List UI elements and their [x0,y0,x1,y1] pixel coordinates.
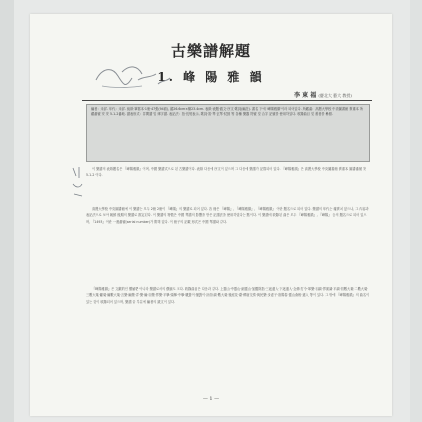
author-affiliation: (慶北大 藝大 教授) [318,93,352,98]
paragraph: 『峰陽雅韻』은 文獻的인 價値뿐 아니라 樂譜로서의 價値도 크다. 收錄曲目은 다음과 같다. 上靈山·中靈山·細靈山·加羅除指·三絃還入·下絃還入·念佛·打令·軍樂·羽調·界面調·平調·初數大葉·二數大葉·三數大葉·蘿葉·編數大葉·言樂·編樂·弄·樂·編·羽樂·界樂·平擧·頭擧·中擧·騷聳이·搔聳이·計面·調·數大葉·後庭花·臺·鄕唐交奏·與民樂·步虛子·洛陽春·靈山會相·還入 等이 있다. 그 밖에 『峰陽雅韻』의 曲名이 있는 것이 收錄되어 있으며, 樂譜 끝 부분에 編者의 跋文이 있다. [86,287,370,304]
background-right-strip [410,0,422,422]
paragraph: 高麗大學校 中央圖書館에 이 樂譜는 모두 2冊 2冊이 『峰陽』의 樂譜로 되어 있다. 各 冊은 『峰陽』, 『峰陽雅韻』, 『峰陽雅韻』 이란 題名으로 되어 있다. 樂譜의 年代는 確實치 않으나, 그 內容과 表記法으로 보아 朝鮮 後期의 樂譜로 推定된다. 이 樂譜의 特徵은 中國 琴譜의 影響을 받은 記譜法을 使用하였다는 點이다. 이 樂譜에 收錄된 曲은 모두 『峰陽雅韻』, 『峰陽』 등의 題名으로 되어 있으며, 『1493』이란 一連番號(serial number)가 附해 있다. 이 冊子의 記載 形式은 中國 琴譜와 같다. [86,207,369,224]
section-title: 1. 峰 陽 雅 韻 [157,70,265,84]
paragraph-block-2 [86,206,370,282]
author-line [294,90,352,99]
author-name: 李 東 福 [294,92,317,99]
paragraph: 이 樂譜의 表紙題名은 『峰陽雅韻』이며, 中國 樂譜式으로 된 古樂譜이다. 表紙 다음에 序文이 있으며 그 다음에 樂譜가 記寫되어 있다. 『峰陽雅韻』은 高麗大學校 中央圖書館 貴重本 圖書番號 安 5-1-2 이다. [86,167,367,178]
summary-box [86,104,370,162]
page-title: 古樂譜解題 [170,42,251,60]
top-rule [82,100,372,101]
background-left-strip [0,0,14,422]
page-number: — 1 — [202,396,220,402]
document-page [30,14,392,416]
paragraph-block-3 [86,286,370,398]
margin-annotation [70,164,86,204]
summary-text: 編者：未詳. 年代：未詳. 純紙·筆寫本·1冊·47張(94面), 縱26.6cm×橫23.4cm. 表紙·表題·跋文·序文·歌詞(編註). 書名 下에 '峰陽雅韻'이라 되어있다. 所藏處：高麗大學校 中央圖書館 貴重本 所藏番號 安 安 5-1-2番地. 譜表形式：井間譜 및 律字譜. 表記法：拍·長短表示, 歌詞·笛·琴·玄琴·杖鼓 等 各種 樂器 符號 및 合字 記號를 使用하였다. 收錄曲目 및 著者를 參照. [91,107,364,117]
